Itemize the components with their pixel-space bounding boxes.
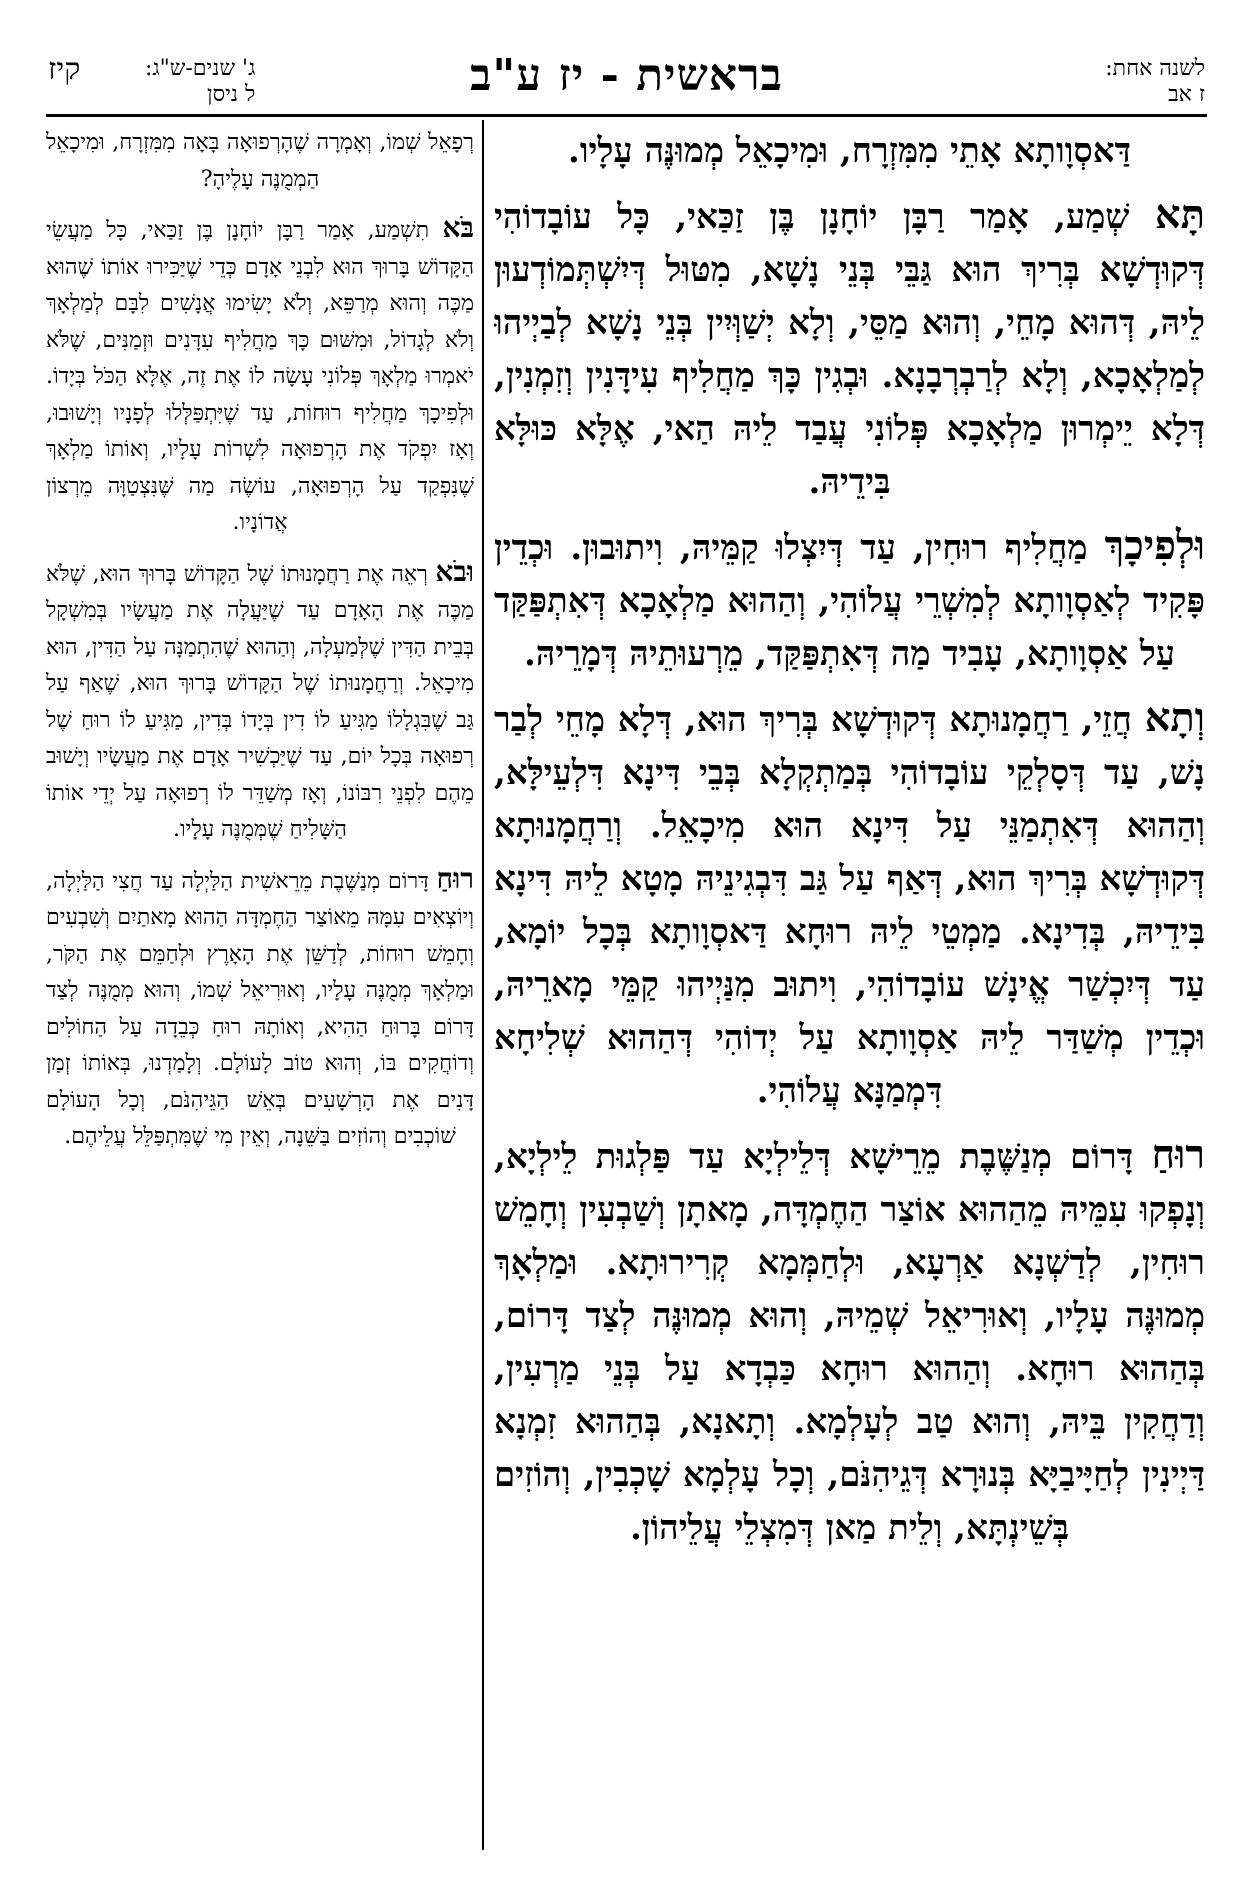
paragraph-lead-word: וְתָא: [1144, 694, 1205, 741]
translation-paragraph: [46, 122, 474, 198]
yearly-schedule-date: ז אב: [1168, 82, 1205, 107]
paragraph-text: דָּרוֹם מְנַשֶּׁבֶת מֵרֵישָׁא דְּלֵילְיָא עַד פַּלְגוּת לֵילְיָא, וְנָפְקוּ עִמֵּיהּ מֵהַהוּא אוֹצַר הַחֶמְדָּה, מָאתָן וְשַׁבְעִין וְחָמֵשׁ רוּחִין, לְדַשְׁנָא אַרְעָא, וּלְחַמְּמָא קְרִירוּתָא. וּמַלְאָךְ מְמוּנֶּה עָלָיו, וְאוּרִיאֵל שְׁמֵיהּ, וְהוּא מְמוּנֶּה לְצַד דָּרוֹם, בְּהַהוּא רוּחָא. וְהַהוּא רוּחָא כַּבְדָא עַל בְּנֵי מַרְעִין, וְדַחֲקִין בֵּיהּ, וְהוּא טַב לְעָלְמָא. וְתָאנָא, בְּהַהוּא זִמְנָא דַּיְינִין לְחַיָּיבַיָּא בְּנוּרָא דְּגֵיהִנֹּם, וְכָל עָלְמָא שָׁכְבִין, וְהוֹזִים בְּשֵׁינְתָּא, וְלֵית מַאן דְּמִצְלֵי עֲלֵיהוֹן.: [494, 1137, 1205, 1548]
aramaic-paragraph: [494, 1128, 1205, 1555]
translation-paragraph: [46, 861, 474, 1156]
paragraph-lead-word: רוּחַ: [436, 861, 474, 895]
aramaic-paragraph: [494, 122, 1205, 178]
page-number: קיז: [48, 52, 81, 87]
column-divider: [482, 120, 484, 1850]
paragraph-text: חֲזֵי, רַחֲמָנוּתָא דְּקוּדְשָׁא בְּרִיךְ הוּא, דְּלָא מָחֵי לְבַר נָשׁ, עַד דְּסָלְקֵי עוֹבָדוֹהִי בְּמַתְקְלָא בְּבֵי דִּינָא דִּלְעֵילָּא, וְהַהוּא דְּאִתְמַנֵּי עַל דִּינָא הוּא מִיכָאֵל. וְרַחֲמָנוּתָא דְּקוּדְשָׁא בְּרִיךְ הוּא, דְּאַף עַל גַּב דִּבְגִינֵיהּ מָטָא לֵיהּ דִּינָא בִּידֵיהּ, בְּדִינָא. מַמְטֵי לֵיהּ רוּחָא דַּאסְוָותָא בְּכָל יוֹמָא, עַד דְּיִכְשַׁר אֱינָשׁ עוֹבָדוֹהִי, וִיתוּב מִנַּיְיהוּ קַמֵּי מָארֵיהּ, וּכְדֵין מְשַׁדַּר לֵיהּ אַסְוָותָא עַל יְדוֹהִי דְּהַהוּא שְׁלִיחָא דִּמְמַנָּא עֲלוֹהִי.: [494, 700, 1205, 1111]
aramaic-text-column: [494, 122, 1205, 1852]
paragraph-text: דָּרוֹם מְנַשֶּׁבֶת מֵרֵאשִׁית הַלַּיְלָה עַד חֲצִי הַלַּיְלָה, וְיוֹצְאִים עִמָּהּ מֵאוֹצַר הַחֶמְדָּה הַהוּא מָאתַיִם וְשִׁבְעִים וְחָמֵשׁ רוּחוֹת, לְדַשֵּׁן אֶת הָאָרֶץ וּלְחַמֵּם אֶת הַקֹּר, וּמַלְאָךְ מְמֻנֶּה עָלָיו, וְאוּרִיאֵל שְׁמוֹ, וְהוּא מְמֻנֶּה לְצַד דָּרוֹם בָּרוּחַ הַהִיא, וְאוֹתָהּ רוּחַ כְּבֵדָה עַל הַחוֹלִים וְדוֹחֲקִים בּוֹ, וְהוּא טוֹב לָעוֹלָם. וְלָמַדְנוּ, בְּאוֹתוֹ זְמַן דָּנִים אֶת הָרְשָׁעִים בְּאֵשׁ הַגֵּיהִנֹּם, וְכָל הָעוֹלָם שׁוֹכְבִים וְהוֹזִים בַּשֵּׁנָה, וְאֵין מִי שֶׁמִּתְפַּלֵּל עֲלֵיהֶם.: [46, 868, 474, 1149]
translation-paragraph: [46, 554, 474, 849]
paragraph-lead-word: וּבֹא: [435, 554, 474, 588]
three-year-schedule-label: ג' שנים-ש"ג:: [145, 56, 256, 81]
hebrew-translation-column: [46, 122, 474, 1852]
translation-paragraph: [46, 210, 474, 542]
paragraph-lead-word: תָּא: [1154, 191, 1205, 238]
page-title: בראשית - יז ע"ב: [470, 50, 783, 101]
paragraph-text: מַחֲלִיף רוּחִין, עַד דְּיִצְלוּ קַמֵּיהּ, וִיתוּבוּן. וּכְדֵין פָּקִיד לְאַסְוָותָא לְמִשְׁרֵי עֲלוֹהִי, וְהַהוּא מַלְאָכָא דְּאִתְפַּקַּד עַל אַסְוָותָא, עָבִיד מַה דְּאִתְפַּקַּד, מֵרְעוּתֵיהּ דְּמָרֵיהּ.: [494, 528, 1205, 674]
aramaic-paragraph: [494, 188, 1205, 509]
paragraph-lead-word: רוּחַ: [1151, 1131, 1205, 1178]
aramaic-paragraph: [494, 519, 1205, 681]
aramaic-paragraph: [494, 691, 1205, 1118]
header-divider: [46, 114, 1207, 117]
paragraph-lead-word: וּלְפִיכָךְ: [1104, 522, 1205, 569]
paragraph-lead-word: בֹּא: [442, 211, 474, 244]
page-header: [0, 0, 1253, 120]
paragraph-text: דַּאסְוָותָא אָתֵי מִמִּזְרָח, וּמִיכָאֵל מְמוּנֶּה עָלָיו.: [568, 131, 1131, 171]
three-year-schedule-date: ל ניסן: [207, 82, 256, 107]
yearly-schedule-label: לשנה אחת:: [1105, 56, 1205, 81]
paragraph-text: שְׁמַע, אָמַר רַבָּן יוֹחָנָן בֶּן זַכַּאי, כָּל עוֹבָדוֹהִי דְּקוּדְשָׁא בְּרִיךְ הוּא גַּבֵּי בְּנֵי נָשָׁא, מִטּוּל דְּיִשְׁתְּמוֹדְעוּן לֵיהּ, דְּהוּא מָחֵי, וְהוּא מַסֵּי, וְלָא יְשַׁוְּיִין בְּנֵי נָשָׁא לְבַיְיהוּ לְמַלְאָכָא, וְלָא לְרַבְרְבָנָא. וּבְגִין כָּךְ מַחֲלִיף עִידָּנִין וְזִמְנִין, דְּלָא יֵימְרוּן מַלְאָכָא פְּלוֹנִי עֲבַד לֵיהּ הַאי, אֶלָּא כּוּלָּא בִּידֵיהּ.: [494, 197, 1205, 502]
paragraph-text: רְאֵה אֶת רַחֲמָנוּתוֹ שֶׁל הַקָּדוֹשׁ בָּרוּךְ הוּא, שֶׁלֹּא מַכֶּה אֶת הָאָדָם עַד שֶׁיַּעֲלָה אֶת מַעֲשָׂיו בְּמִשְׁקָל בְּבֵית הַדִּין שֶׁלְּמַעְלָה, וְהַהוּא שֶׁהִתְמַנָּה עַל הַדִּין, הוּא מִיכָאֵל. וְרַחֲמָנוּתוֹ שֶׁל הַקָּדוֹשׁ בָּרוּךְ הוּא, שֶׁאַף עַל גַּב שֶׁבִּגְלָלוֹ מַגִּיעַ לוֹ דִין בְּיָדוֹ בְּדִין, מַגִּיעַ לוֹ רוּחַ שֶׁל רְפוּאָה בְּכָל יוֹם, עַד שֶׁיַּכְשִׁיר אָדָם אֶת מַעֲשָׂיו וְיָשׁוּב מֵהֶם לִפְנֵי רִבּוֹנוֹ, וְאָז מְשַׁדֵּר לוֹ רְפוּאָה עַל יְדֵי אוֹתוֹ הַשָּׁלִיחַ שֶׁמְּמֻנֶּה עָלָיו.: [46, 561, 474, 842]
paragraph-text: תִשְׁמַע, אָמַר רַבָּן יוֹחָנָן בֶּן זַכַּאי, כָּל מַעֲשֵׂי הַקָּדוֹשׁ בָּרוּךְ הוּא לִבְנֵי אָדָם כְּדֵי שֶׁיַּכִּירוּ אוֹתוֹ שֶׁהוּא מַכֶּה וְהוּא מְרַפֵּא, וְלֹא יָשִׂימוּ אֲנָשִׁים לִבָּם לְמַלְאָךְ וְלֹא לְגָדוֹל, וּמִשּׁוּם כָּךְ מַחֲלִיף עִדָּנִים וּזְמַנִּים, שֶׁלֹּא יֹאמְרוּ מַלְאָךְ פְּלוֹנִי עָשָׂה לוֹ אֶת זֶה, אֶלָּא הַכֹּל בְּיָדוֹ. וּלְפִיכָךְ מַחֲלִיף רוּחוֹת, עַד שֶׁיִּתְפַּלְּלוּ לְפָנָיו וְיָשׁוּבוּ, וְאָז יִפְקֹד אֶת הָרְפוּאָה לִשְׁרוֹת עָלָיו, וְאוֹתוֹ מַלְאָךְ שֶׁנִּפְקַד עַל הָרְפוּאָה, עוֹשֶׂה מַה שֶּׁנִּצְטַוָּה מֵרְצוֹן אֲדוֹנָיו.: [46, 218, 474, 535]
paragraph-text: רְפָאֵל שְׁמוֹ, וְאָמְרָה שֶׁהָרְפוּאָה בָּאָה מִמִּזְרָח, וּמִיכָאֵל הַמְמֻנֶּה עָלֶיהָ?: [46, 130, 474, 192]
three-year-schedule: [145, 56, 255, 108]
